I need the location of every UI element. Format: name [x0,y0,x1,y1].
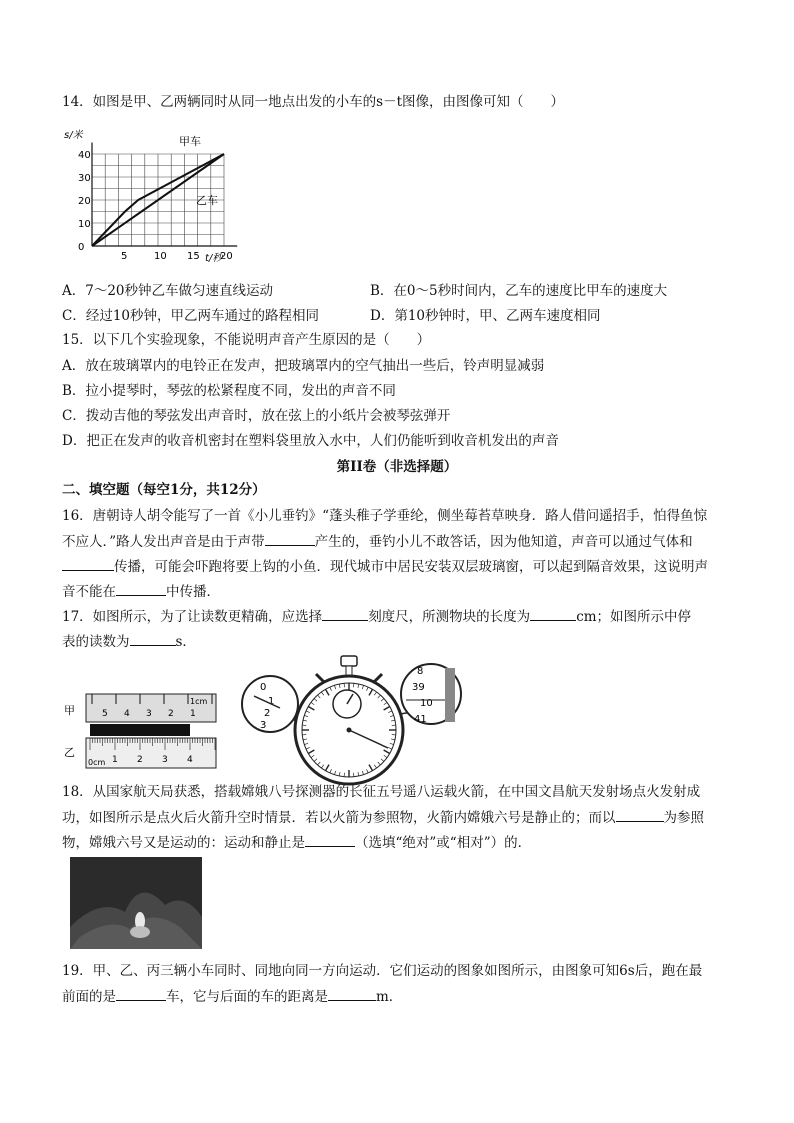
q19-line1: 19．甲、乙、丙三辆小车同时、同地向同一方向运动．它们运动的图象如图所示，由图象可知6s后，跑在最 [62,963,703,979]
x-tick-label: 5 [121,251,128,262]
q16-text: 传播，可能会吓跑将要上钩的小鱼．现代城市中居民安装双层玻璃窗，可以起到隔音效果，这说明声 [114,559,708,575]
ruler-number: 3 [146,709,152,719]
part2-title: 二、填空题（每空1分，共12分） [62,482,266,498]
x-tick-label: 10 [154,251,167,262]
q17-line1 [62,606,691,627]
q18-line3 [62,832,531,853]
answer-blank[interactable] [530,606,576,621]
ruler-number: 5 [102,709,108,719]
second-tick: 10 [420,698,433,709]
q14-stem: 14．如图是甲、乙两辆同时从同一地点出发的小车的s－t图像，由图像可知（ ） [62,94,565,110]
q17-text: 刻度尺，所测物块的长度为 [368,609,531,625]
q16-text: 音不能在 [62,584,116,600]
minute-tick: 1 [268,696,275,707]
q18-text: 功，如图所示是点火后火箭升空时情景．若以火箭为参照物，火箭内嫦娥六号是静止的；而以 [62,810,616,826]
q16-line4 [62,581,220,602]
q16-text: 中传播． [166,584,220,600]
ruler-label-jia: 甲 [64,704,75,717]
answer-blank[interactable] [305,832,355,847]
y-tick-label: 10 [78,219,91,230]
q15-option-b: B．拉小提琴时，琴弦的松紧程度不同，发出的声音不同 [62,383,396,399]
q16-text: 不应人．”路人发出声音是由于声带 [62,534,265,550]
minute-tick: 2 [264,708,271,719]
q14-option-c: C．经过10秒钟，甲乙两车通过的路程相同 [62,308,320,324]
q16-line1: 16．唐朝诗人胡令能写了一首《小儿垂钓》“蓬头稚子学垂纶，侧坐莓苔草映身．路人借问遥招手，怕得鱼惊 [62,508,708,524]
answer-blank[interactable] [265,531,315,546]
series-label-yi: 乙车 [196,194,218,207]
q14-option-b: B．在0～5秒时间内，乙车的速度比甲车的速度大 [370,283,668,299]
answer-blank[interactable] [130,631,176,646]
q16-line3 [62,556,708,577]
q17-rulers-figure [62,688,222,770]
q15-option-a: A．放在玻璃罩内的电铃正在发声，把玻璃罩内的空气抽出一些后，铃声明显减弱 [62,358,545,374]
q19-line2 [62,986,402,1007]
ruler-number: 1 [112,755,118,765]
y-tick-label: 0 [78,242,85,253]
ruler-yi [86,738,216,768]
q16-line2 [62,531,693,552]
q17-text: 表的读数为 [62,634,130,650]
q14-st-chart [62,128,242,270]
x-tick-label: 15 [187,251,200,262]
ruler-number: 3 [162,755,168,765]
section-title: 第II卷（非选择题） [336,459,458,475]
q15-stem: 15．以下几个实验现象，不能说明声音产生原因的是（ ） [62,332,431,348]
minute-tick: 3 [260,720,267,731]
q15-option-c: C．拨动吉他的琴弦发出声音时，放在弦上的小纸片会被琴弦弹开 [62,408,451,424]
answer-blank[interactable] [616,807,664,822]
q18-text: （选填“绝对”或“相对”）的． [355,835,532,851]
q17-text: cm；如图所示中停 [576,609,692,625]
q17-stopwatch-figure [240,652,465,786]
y-tick-label: 40 [78,150,91,161]
answer-blank[interactable] [62,556,114,571]
y-axis-label: s/米 [64,130,83,141]
y-tick-label: 30 [78,173,91,184]
answer-blank[interactable] [328,986,376,1001]
q16-text: 产生的，垂钓小儿不敢答话，因为他知道，声音可以通过气体和 [314,534,693,550]
q18-line2 [62,807,704,828]
q18-text: 为参照 [663,810,704,826]
answer-blank[interactable] [116,581,166,596]
stopwatch-crown [341,656,357,666]
ruler-number: 4 [124,709,130,719]
q19-text: m． [376,989,403,1005]
q17-text: 17．如图所示，为了让读数更精确，应选择 [62,609,323,625]
measured-block [90,724,190,736]
q19-text: 前面的是 [62,989,116,1005]
q14-option-a: A．7～20秒钟乙车做匀速直线运动 [62,283,274,299]
q18-text: 物，嫦娥六号又是运动的：运动和静止是 [62,835,305,851]
answer-blank[interactable] [116,986,166,1001]
q18-line1: 18．从国家航天局获悉，搭载嫦娥八号探测器的长征五号遥八运载火箭，在中国文昌航天发射场点火发射成 [62,784,701,800]
series-label-jia: 甲车 [179,135,201,148]
ruler-unit-top: 1cm [190,697,208,706]
rocket-launch-photo [70,857,202,949]
x-tick-label: 20 [220,251,233,262]
second-tick: 41 [414,714,427,725]
ruler-number: 2 [168,709,174,719]
q17-text: s． [175,634,196,650]
q15-option-d: D．把正在发声的收音机密封在塑料袋里放入水中，人们仍能听到收音机发出的声音 [62,433,559,449]
ruler-number: 4 [187,755,193,765]
y-tick-label: 20 [78,196,91,207]
ruler-label-yi: 乙 [64,746,75,759]
ruler-unit-bottom: 0cm [88,758,106,767]
answer-blank[interactable] [322,606,368,621]
minute-tick: 0 [260,682,267,693]
ruler-number: 1 [190,709,196,719]
q14-option-d: D．第10秒钟时，甲、乙两车速度相同 [370,308,601,324]
x-axis-label: t/秒 [205,253,223,264]
q19-text: 车，它与后面的车的距离是 [166,989,328,1005]
second-tick: 39 [412,682,425,693]
ruler-number: 2 [137,755,143,765]
q17-line2 [62,631,196,652]
second-tick: 8 [417,666,424,677]
